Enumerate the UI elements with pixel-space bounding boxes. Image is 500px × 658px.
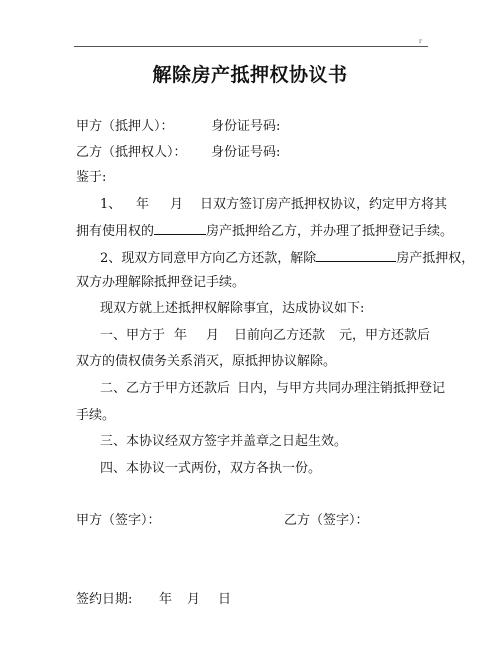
- article-4: 四、本协议一式两份，双方各执一份。: [100, 461, 322, 476]
- article-1-year: 年: [174, 328, 188, 343]
- article-1-tail: 元，甲方还款后: [339, 328, 431, 343]
- clause-1-line2-a: 拥有使用权的: [76, 224, 155, 239]
- article-2-prefix: 二、乙方于甲方还款后: [100, 381, 231, 396]
- whereas-label: 鉴于:: [76, 170, 107, 185]
- blank-property: [154, 222, 206, 235]
- blank-property-2: [316, 249, 396, 262]
- document-title: 解除房产抵押权协议书: [152, 64, 348, 86]
- agreement-intro: 现双方就上述抵押权解除事宜，达成协议如下:: [100, 301, 365, 316]
- signing-date-label: 签约日期:: [76, 592, 133, 607]
- clause-1-number: 1、: [100, 197, 122, 212]
- clause-1-line2: [76, 222, 453, 240]
- clause-2-line1-b: 房产抵押权，: [396, 251, 475, 266]
- clause-2-line2: 双方办理解除抵押登记手续。: [76, 275, 246, 290]
- party-b-id-label: 身份证号码:: [211, 145, 281, 160]
- clause-1-month: 月: [170, 197, 184, 212]
- signing-date-year: 年: [159, 592, 173, 607]
- clause-2-line1-a: 2、现双方同意甲方向乙方还款，解除: [100, 251, 317, 266]
- article-2-text: 日内，与甲方共同办理注销抵押登记: [237, 381, 446, 396]
- party-b-signature: 乙方（签字）：: [284, 513, 369, 528]
- party-a-id-label: 身份证号码:: [211, 119, 281, 134]
- clause-1-text: 日双方签订房产抵押权协议，约定甲方将其: [200, 197, 448, 212]
- clause-1-line2-b: 房产抵押给乙方，并办理了抵押登记手续。: [206, 224, 454, 239]
- article-1-month: 月: [206, 328, 220, 343]
- party-a-label: 甲方（抵押人）：: [76, 119, 174, 134]
- article-1-line2: 双方的债权债务关系消灭，原抵押协议解除。: [76, 354, 337, 369]
- clause-2-line1: [100, 249, 474, 267]
- article-1-prefix: 一、甲方于: [100, 328, 166, 343]
- article-2-line2: 手续。: [76, 408, 116, 423]
- clause-1-year: 年: [136, 197, 150, 212]
- article-3: 三、本协议经双方签字并盖章之日起生效。: [100, 434, 348, 449]
- signing-date-month: 月: [187, 592, 201, 607]
- party-b-label: 乙方（抵押权人）：: [76, 145, 187, 160]
- header-rule: [74, 46, 428, 47]
- party-a-signature: 甲方（签字）：: [76, 513, 161, 528]
- article-1-text: 日前向乙方还款: [234, 328, 326, 343]
- signing-date-day: 日: [218, 592, 232, 607]
- header-mark: r: [419, 38, 422, 45]
